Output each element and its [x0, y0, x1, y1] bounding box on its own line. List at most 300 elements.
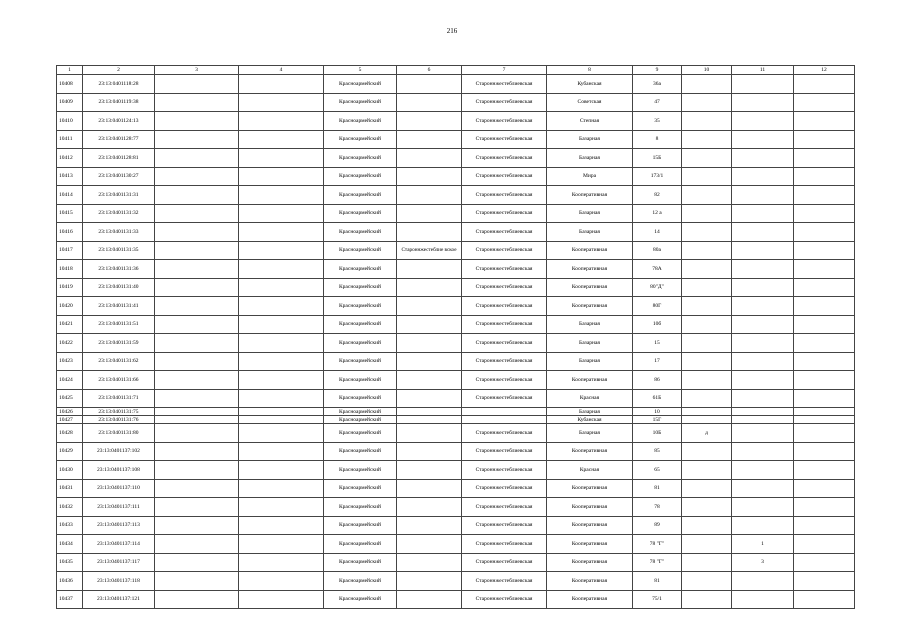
table-cell-col-1: 10428 — [57, 424, 83, 443]
table-cell-col-5: Красноармейский — [324, 334, 397, 353]
table-cell-col-9: 82 — [633, 186, 682, 205]
table-cell-col-1: 10424 — [57, 371, 83, 390]
table-cell-col-7: Староннжестеблиевская — [462, 315, 547, 334]
table-cell-col-4 — [239, 352, 324, 371]
table-cell-col-6 — [397, 498, 462, 517]
table-cell-col-2: 23:13:0401124:13 — [83, 112, 155, 131]
table-cell-col-7: Староннжестеблиевская — [462, 389, 547, 408]
table-cell-col-1: 10408 — [57, 75, 83, 94]
table-row — [57, 112, 855, 131]
table-cell-col-3 — [155, 371, 239, 390]
table-cell-col-11 — [732, 461, 794, 480]
table-cell-col-3 — [155, 241, 239, 260]
table-cell-col-5: Красноармейский — [324, 112, 397, 131]
table-cell-col-1: 10429 — [57, 442, 83, 461]
table-row — [57, 75, 855, 94]
table-cell-col-2: 23:13:0401131:59 — [83, 334, 155, 353]
table-cell-col-2: 23:13:0401137:117 — [83, 553, 155, 572]
table-cell-col-3 — [155, 149, 239, 168]
table-cell-col-5: Красноармейский — [324, 93, 397, 112]
table-cell-col-10 — [682, 516, 732, 535]
table-cell-col-5: Красноармейский — [324, 167, 397, 186]
table-cell-col-8: Кооперативная — [547, 572, 633, 591]
table-cell-col-11 — [732, 130, 794, 149]
table-cell-col-1: 10435 — [57, 553, 83, 572]
table-cell-col-12 — [794, 424, 855, 443]
table-cell-col-9: 36а — [633, 75, 682, 94]
table-cell-col-10 — [682, 334, 732, 353]
table-cell-col-4 — [239, 389, 324, 408]
table-cell-col-1: 10416 — [57, 223, 83, 242]
table-cell-col-12 — [794, 315, 855, 334]
table-cell-col-12 — [794, 204, 855, 223]
table-cell-col-11: 1 — [732, 535, 794, 554]
table-cell-col-7: Староннжестеблиевская — [462, 498, 547, 517]
table-cell-col-12 — [794, 590, 855, 609]
table-cell-col-2: 23:13:0401128:77 — [83, 130, 155, 149]
table-cell-col-11 — [732, 149, 794, 168]
table-cell-col-2: 23:13:0401131:51 — [83, 315, 155, 334]
table-cell-col-8: Красная — [547, 461, 633, 480]
table-cell-col-4 — [239, 278, 324, 297]
table-row — [57, 334, 855, 353]
table-cell-col-12 — [794, 297, 855, 316]
table-cell-col-1: 10426 — [57, 408, 83, 416]
table-cell-col-4 — [239, 442, 324, 461]
table-cell-col-6 — [397, 416, 462, 424]
table-cell-col-5: Красноармейский — [324, 260, 397, 279]
table-cell-col-9: 75/1 — [633, 590, 682, 609]
table-cell-col-1: 10417 — [57, 241, 83, 260]
table-cell-col-9: 65 — [633, 461, 682, 480]
table-row — [57, 442, 855, 461]
table-cell-col-6: Староннжестеблие вское — [397, 241, 462, 260]
table-cell-col-2: 23:13:0401137:114 — [83, 535, 155, 554]
table-cell-col-10 — [682, 223, 732, 242]
table-cell-col-4 — [239, 553, 324, 572]
table-cell-col-11 — [732, 204, 794, 223]
table-cell-col-3 — [155, 297, 239, 316]
table-cell-col-3 — [155, 416, 239, 424]
table-cell-col-4 — [239, 204, 324, 223]
header-row — [57, 66, 855, 75]
table-cell-col-8: Кооперативная — [547, 553, 633, 572]
table-cell-col-3 — [155, 315, 239, 334]
table-cell-col-10 — [682, 408, 732, 416]
column-header: 1 — [57, 66, 83, 75]
table-cell-col-2: 23:13:0401131:71 — [83, 389, 155, 408]
table-cell-col-7: Староннжестеблиевская — [462, 241, 547, 260]
table-cell-col-8: Кооперативная — [547, 590, 633, 609]
table-cell-col-12 — [794, 241, 855, 260]
table-cell-col-4 — [239, 408, 324, 416]
table-row — [57, 371, 855, 390]
table-cell-col-4 — [239, 315, 324, 334]
table-cell-col-11 — [732, 416, 794, 424]
table-cell-col-6 — [397, 553, 462, 572]
page-number: 216 — [446, 27, 458, 35]
table-cell-col-4 — [239, 130, 324, 149]
table-cell-col-8: Кооперативная — [547, 297, 633, 316]
table-cell-col-10 — [682, 167, 732, 186]
table-cell-col-5: Красноармейский — [324, 424, 397, 443]
table-cell-col-5: Красноармейский — [324, 590, 397, 609]
table-cell-col-11 — [732, 223, 794, 242]
table-cell-col-4 — [239, 186, 324, 205]
table-cell-col-4 — [239, 371, 324, 390]
table-cell-col-7: Староннжестеблиевская — [462, 371, 547, 390]
column-header: 3 — [155, 66, 239, 75]
column-header: 10 — [682, 66, 732, 75]
table-cell-col-12 — [794, 149, 855, 168]
table-cell-col-2: 23:13:0401118:28 — [83, 75, 155, 94]
table-cell-col-8: Базарная — [547, 204, 633, 223]
table-cell-col-9: 89 — [633, 516, 682, 535]
table-cell-col-1: 10415 — [57, 204, 83, 223]
table-cell-col-9: 35 — [633, 112, 682, 131]
table-row — [57, 479, 855, 498]
table-cell-col-6 — [397, 297, 462, 316]
table-cell-col-8: Кооперативная — [547, 241, 633, 260]
table-cell-col-2: 23:13:0401131:66 — [83, 371, 155, 390]
table-row — [57, 260, 855, 279]
table-cell-col-7: Староннжестеблиевская — [462, 112, 547, 131]
table-cell-col-7: Староннжестеблиевская — [462, 204, 547, 223]
table-cell-col-8: Базарная — [547, 149, 633, 168]
table-cell-col-8: Кооперативная — [547, 535, 633, 554]
table-cell-col-10 — [682, 590, 732, 609]
table-cell-col-1: 10433 — [57, 516, 83, 535]
table-cell-col-9: 85 — [633, 442, 682, 461]
table-cell-col-3 — [155, 498, 239, 517]
table-cell-col-6 — [397, 572, 462, 591]
table-row — [57, 553, 855, 572]
table-cell-col-3 — [155, 479, 239, 498]
table-cell-col-12 — [794, 334, 855, 353]
table-cell-col-1: 10419 — [57, 278, 83, 297]
table-cell-col-12 — [794, 479, 855, 498]
table-cell-col-10 — [682, 442, 732, 461]
table-row — [57, 93, 855, 112]
table-cell-col-10 — [682, 204, 732, 223]
table-cell-col-8: Кооперативная — [547, 371, 633, 390]
table-cell-col-1: 10413 — [57, 167, 83, 186]
table-cell-col-10 — [682, 260, 732, 279]
table-cell-col-7: Староннжестеблиевская — [462, 479, 547, 498]
table-body — [57, 75, 855, 609]
table-cell-col-9: 17 — [633, 352, 682, 371]
table-cell-col-2: 23:13:0401131:76 — [83, 416, 155, 424]
table-cell-col-12 — [794, 442, 855, 461]
table-cell-col-4 — [239, 223, 324, 242]
table-cell-col-11 — [732, 442, 794, 461]
table-cell-col-2: 23:13:0401137:108 — [83, 461, 155, 480]
table-cell-col-2: 23:13:0401137:118 — [83, 572, 155, 591]
table-cell-col-7: Староннжестеблиевская — [462, 442, 547, 461]
table-cell-col-4 — [239, 461, 324, 480]
table-cell-col-10 — [682, 186, 732, 205]
table-cell-col-12 — [794, 389, 855, 408]
table-cell-col-12 — [794, 461, 855, 480]
table-cell-col-5: Красноармейский — [324, 352, 397, 371]
table-cell-col-8: Степная — [547, 112, 633, 131]
table-cell-col-9: 14 — [633, 223, 682, 242]
table-cell-col-4 — [239, 535, 324, 554]
table-cell-col-9: 61Б — [633, 389, 682, 408]
table-cell-col-6 — [397, 167, 462, 186]
table-row — [57, 352, 855, 371]
table-cell-col-6 — [397, 112, 462, 131]
table-cell-col-11 — [732, 498, 794, 517]
table-cell-col-4 — [239, 498, 324, 517]
table-cell-col-4 — [239, 516, 324, 535]
table-cell-col-12 — [794, 186, 855, 205]
table-cell-col-3 — [155, 352, 239, 371]
table-cell-col-3 — [155, 572, 239, 591]
table-cell-col-9: 78 "Г" — [633, 535, 682, 554]
table-cell-col-5: Красноармейский — [324, 553, 397, 572]
table-cell-col-5: Красноармейский — [324, 149, 397, 168]
table-cell-col-5: Красноармейский — [324, 315, 397, 334]
table-cell-col-3 — [155, 461, 239, 480]
table-cell-col-1: 10421 — [57, 315, 83, 334]
table-cell-col-12 — [794, 352, 855, 371]
table-cell-col-3 — [155, 442, 239, 461]
table-cell-col-4 — [239, 297, 324, 316]
table-cell-col-8: Кооперативная — [547, 186, 633, 205]
table-cell-col-8: Кооперативная — [547, 260, 633, 279]
table-cell-col-10 — [682, 371, 732, 390]
table-cell-col-11 — [732, 93, 794, 112]
table-cell-col-5: Красноармейский — [324, 75, 397, 94]
table-cell-col-4 — [239, 75, 324, 94]
table-cell-col-10 — [682, 241, 732, 260]
table-cell-col-2: 23:13:0401137:102 — [83, 442, 155, 461]
table-cell-col-8: Красная — [547, 389, 633, 408]
table-cell-col-4 — [239, 149, 324, 168]
table-cell-col-12 — [794, 553, 855, 572]
table-cell-col-6 — [397, 442, 462, 461]
table-cell-col-9: 12 а — [633, 204, 682, 223]
table-cell-col-12 — [794, 112, 855, 131]
table-cell-col-7: Староннжестеблиевская — [462, 223, 547, 242]
table-cell-col-11 — [732, 112, 794, 131]
table-cell-col-11 — [732, 572, 794, 591]
table-cell-col-2: 23:13:0401137:111 — [83, 498, 155, 517]
column-header: 8 — [547, 66, 633, 75]
table-cell-col-6 — [397, 278, 462, 297]
table-cell-col-11 — [732, 371, 794, 390]
table-cell-col-6 — [397, 516, 462, 535]
table-cell-col-5: Красноармейский — [324, 408, 397, 416]
table-cell-col-8: Базарная — [547, 130, 633, 149]
table-cell-col-3 — [155, 93, 239, 112]
table-row — [57, 186, 855, 205]
table-cell-col-9: 86 — [633, 371, 682, 390]
registry-table — [56, 65, 855, 609]
table-cell-col-11 — [732, 241, 794, 260]
table-cell-col-1: 10410 — [57, 112, 83, 131]
table-row — [57, 498, 855, 517]
table-row — [57, 204, 855, 223]
table-cell-col-5: Красноармейский — [324, 572, 397, 591]
table-cell-col-5: Красноармейский — [324, 223, 397, 242]
table-cell-col-11 — [732, 389, 794, 408]
table-cell-col-4 — [239, 334, 324, 353]
table-cell-col-7: Староннжестеблиевская — [462, 553, 547, 572]
column-header: 5 — [324, 66, 397, 75]
table-cell-col-3 — [155, 408, 239, 416]
table-cell-col-7: Староннжестеблиевская — [462, 167, 547, 186]
table-cell-col-9: 10б — [633, 315, 682, 334]
table-cell-col-12 — [794, 416, 855, 424]
table-cell-col-7: Староннжестеблиевская — [462, 334, 547, 353]
table-cell-col-12 — [794, 93, 855, 112]
table-cell-col-3 — [155, 130, 239, 149]
table-cell-col-10 — [682, 130, 732, 149]
table-cell-col-12 — [794, 371, 855, 390]
table-cell-col-6 — [397, 186, 462, 205]
column-header: 6 — [397, 66, 462, 75]
table-row — [57, 130, 855, 149]
table-cell-col-7 — [462, 408, 547, 416]
table-cell-col-10 — [682, 352, 732, 371]
table-cell-col-1: 10420 — [57, 297, 83, 316]
table-cell-col-6 — [397, 535, 462, 554]
table-cell-col-9: 10Б — [633, 424, 682, 443]
table-row — [57, 408, 855, 416]
table-cell-col-4 — [239, 572, 324, 591]
table-cell-col-8: Базарная — [547, 408, 633, 416]
table-cell-col-1: 10430 — [57, 461, 83, 480]
table-cell-col-7: Староннжестеблиевская — [462, 260, 547, 279]
table-cell-col-7: Староннжестеблиевская — [462, 424, 547, 443]
table-cell-col-3 — [155, 535, 239, 554]
table-cell-col-9: 15Г — [633, 416, 682, 424]
table-cell-col-9: 80а — [633, 241, 682, 260]
table-cell-col-11: 3 — [732, 553, 794, 572]
table-cell-col-8: Кубанская — [547, 416, 633, 424]
table-cell-col-3 — [155, 516, 239, 535]
table-cell-col-5: Красноармейский — [324, 479, 397, 498]
table-cell-col-2: 23:13:0401131:75 — [83, 408, 155, 416]
table-cell-col-4 — [239, 590, 324, 609]
table-cell-col-11 — [732, 297, 794, 316]
table-row — [57, 297, 855, 316]
table-cell-col-6 — [397, 315, 462, 334]
table-cell-col-5: Красноармейский — [324, 130, 397, 149]
table-cell-col-11 — [732, 167, 794, 186]
table-row — [57, 535, 855, 554]
column-header: 2 — [83, 66, 155, 75]
table-cell-col-11 — [732, 75, 794, 94]
table-cell-col-2: 23:13:0401131:35 — [83, 241, 155, 260]
table-cell-col-2: 23:13:0401137:110 — [83, 479, 155, 498]
table-cell-col-9: 8 — [633, 130, 682, 149]
table-cell-col-4 — [239, 479, 324, 498]
table-row — [57, 389, 855, 408]
table-cell-col-5: Красноармейский — [324, 498, 397, 517]
table-cell-col-5: Красноармейский — [324, 186, 397, 205]
table-cell-col-2: 23:13:0401137:121 — [83, 590, 155, 609]
table-cell-col-2: 23:13:0401131:31 — [83, 186, 155, 205]
table-cell-col-2: 23:13:0401131:32 — [83, 204, 155, 223]
table-cell-col-5: Красноармейский — [324, 442, 397, 461]
table-cell-col-5: Красноармейский — [324, 516, 397, 535]
table-cell-col-5: Красноармейский — [324, 204, 397, 223]
table-cell-col-1: 10409 — [57, 93, 83, 112]
table-cell-col-7 — [462, 416, 547, 424]
table-cell-col-1: 10432 — [57, 498, 83, 517]
table-cell-col-12 — [794, 408, 855, 416]
table-cell-col-9: 80"Д" — [633, 278, 682, 297]
table-cell-col-11 — [732, 278, 794, 297]
table-cell-col-9: 81 — [633, 479, 682, 498]
table-cell-col-2: 23:13:0401128:81 — [83, 149, 155, 168]
table-row — [57, 278, 855, 297]
table-cell-col-7: Староннжестеблиевская — [462, 278, 547, 297]
table-cell-col-1: 10434 — [57, 535, 83, 554]
table-cell-col-2: 23:13:0401119:38 — [83, 93, 155, 112]
table-cell-col-7: Староннжестеблиевская — [462, 352, 547, 371]
table-cell-col-8: Базарная — [547, 315, 633, 334]
table-cell-col-5: Красноармейский — [324, 297, 397, 316]
table-cell-col-9: 80Г — [633, 297, 682, 316]
table-cell-col-6 — [397, 590, 462, 609]
table-cell-col-10 — [682, 297, 732, 316]
table-cell-col-11 — [732, 408, 794, 416]
table-cell-col-1: 10425 — [57, 389, 83, 408]
table-cell-col-8: Кооперативная — [547, 516, 633, 535]
table-row — [57, 461, 855, 480]
column-header: 12 — [794, 66, 855, 75]
table-cell-col-11 — [732, 479, 794, 498]
table-cell-col-3 — [155, 223, 239, 242]
table-cell-col-7: Староннжестеблиевская — [462, 590, 547, 609]
table-cell-col-7: Староннжестеблиевская — [462, 149, 547, 168]
table-cell-col-11 — [732, 315, 794, 334]
table-cell-col-12 — [794, 223, 855, 242]
table-cell-col-6 — [397, 371, 462, 390]
table-cell-col-6 — [397, 149, 462, 168]
table-cell-col-11 — [732, 516, 794, 535]
table-row — [57, 315, 855, 334]
table-cell-col-4 — [239, 241, 324, 260]
table-row — [57, 424, 855, 443]
table-cell-col-10 — [682, 535, 732, 554]
table-cell-col-12 — [794, 75, 855, 94]
table-cell-col-1: 10418 — [57, 260, 83, 279]
table-cell-col-10: д — [682, 424, 732, 443]
table-cell-col-7: Староннжестеблиевская — [462, 535, 547, 554]
table-cell-col-2: 23:13:0401131:33 — [83, 223, 155, 242]
table-cell-col-6 — [397, 223, 462, 242]
table-cell-col-2: 23:13:0401131:41 — [83, 297, 155, 316]
table-cell-col-1: 10437 — [57, 590, 83, 609]
table-cell-col-10 — [682, 416, 732, 424]
table-cell-col-12 — [794, 498, 855, 517]
table-cell-col-9: 78А — [633, 260, 682, 279]
table-cell-col-2: 23:13:0401130:27 — [83, 167, 155, 186]
table-cell-col-8: Кооперативная — [547, 479, 633, 498]
table-cell-col-7: Староннжестеблиевская — [462, 186, 547, 205]
table-cell-col-12 — [794, 130, 855, 149]
column-header: 7 — [462, 66, 547, 75]
table-cell-col-11 — [732, 260, 794, 279]
table-cell-col-9: 47 — [633, 93, 682, 112]
table-cell-col-12 — [794, 572, 855, 591]
table-cell-col-3 — [155, 334, 239, 353]
